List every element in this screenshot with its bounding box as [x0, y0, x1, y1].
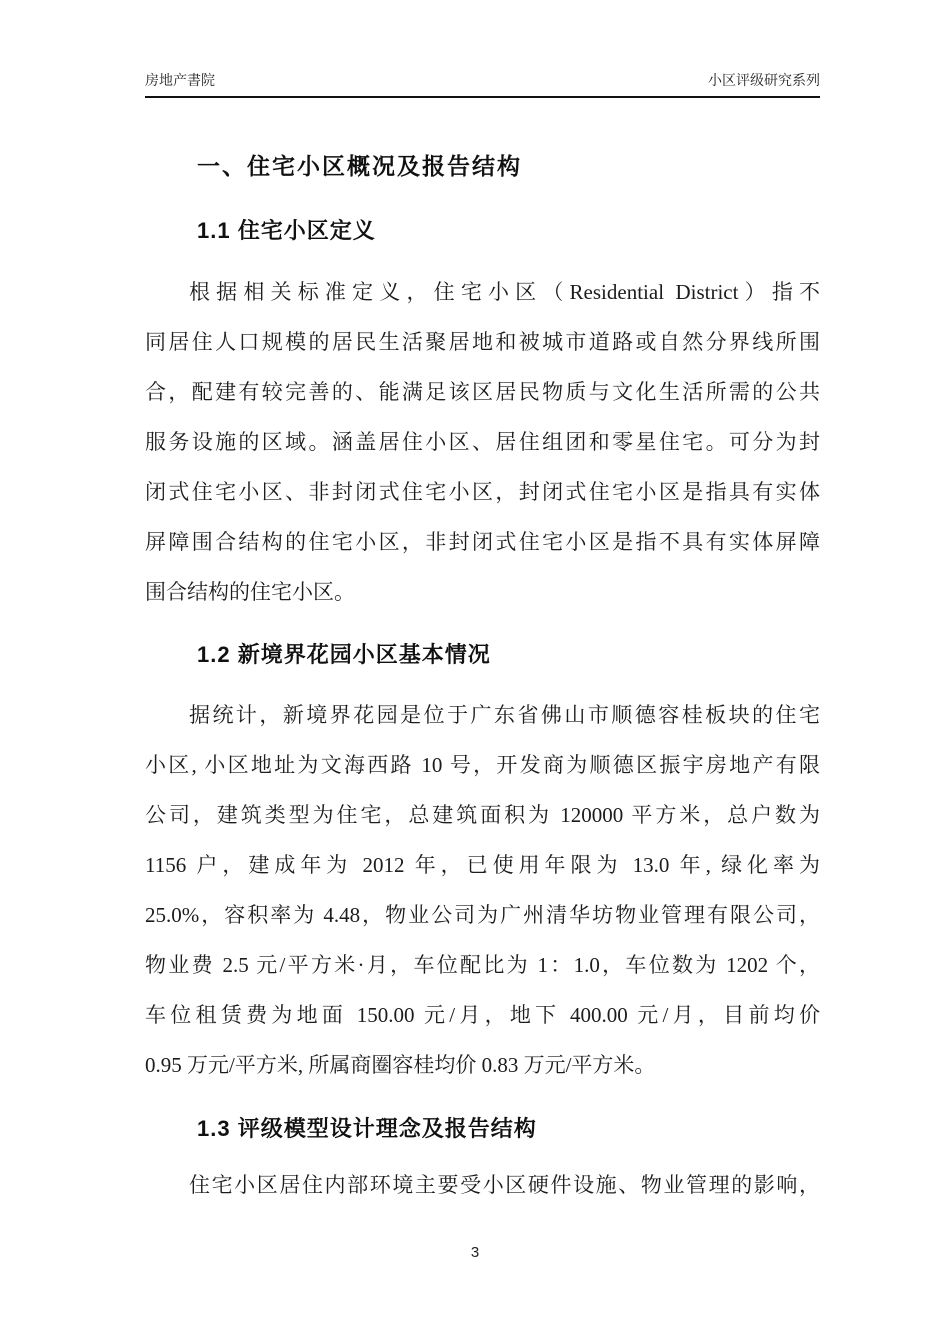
body-line: 物业费 2.5 元/平方米·月，车位配比为 1：1.0，车位数为 1202 个， [145, 953, 820, 977]
body-line: 屏障围合结构的住宅小区，非封闭式住宅小区是指不具有实体屏障 [145, 530, 820, 554]
paragraph-definition [145, 267, 820, 617]
section-heading-1-2: 1.2 新境界花园小区基本情况 [197, 642, 491, 667]
body-line: 闭式住宅小区、非封闭式住宅小区，封闭式住宅小区是指具有实体 [145, 480, 820, 504]
body-line: 住宅小区居住内部环境主要受小区硬件设施、物业管理的影响， [189, 1173, 820, 1197]
header-right-text: 小区评级研究系列 [708, 72, 820, 88]
body-line: 1156 户，建成年为 2012 年，已使用年限为 13.0 年, 绿化率为 [145, 853, 820, 877]
section-heading-1-1: 1.1 住宅小区定义 [197, 218, 376, 243]
body-line: 围合结构的住宅小区。 [145, 580, 355, 604]
body-line: 0.95 万元/平方米, 所属商圈容桂均价 0.83 万元/平方米。 [145, 1053, 656, 1077]
body-line: 车位租赁费为地面 150.00 元/月，地下 400.00 元/月，目前均价 [145, 1003, 820, 1027]
header-left-text: 房地产書院 [145, 72, 215, 88]
page-number: 3 [470, 1244, 480, 1261]
section-heading-1-3: 1.3 评级模型设计理念及报告结构 [197, 1116, 537, 1141]
body-line: 根据相关标准定义，住宅小区（Residential District）指不 [189, 280, 820, 304]
paragraph-model-concept [145, 1160, 820, 1210]
body-line: 小区, 小区地址为文海西路 10 号，开发商为顺德区振宇房地产有限 [145, 753, 820, 777]
running-header [145, 70, 820, 98]
body-line: 据统计，新境界花园是位于广东省佛山市顺德容桂板块的住宅 [189, 703, 820, 727]
body-line: 同居住人口规模的居民生活聚居地和被城市道路或自然分界线所围 [145, 330, 820, 354]
body-line: 服务设施的区域。涵盖居住小区、居住组团和零星住宅。可分为封 [145, 430, 820, 454]
paragraph-basic-info [145, 690, 820, 1090]
chapter-title: 一、住宅小区概况及报告结构 [197, 153, 522, 179]
body-line: 25.0%，容积率为 4.48，物业公司为广州清华坊物业管理有限公司， [145, 903, 820, 927]
body-line: 合，配建有较完善的、能满足该区居民物质与文化生活所需的公共 [145, 380, 820, 404]
body-line: 公司，建筑类型为住宅，总建筑面积为 120000 平方米，总户数为 [145, 803, 820, 827]
